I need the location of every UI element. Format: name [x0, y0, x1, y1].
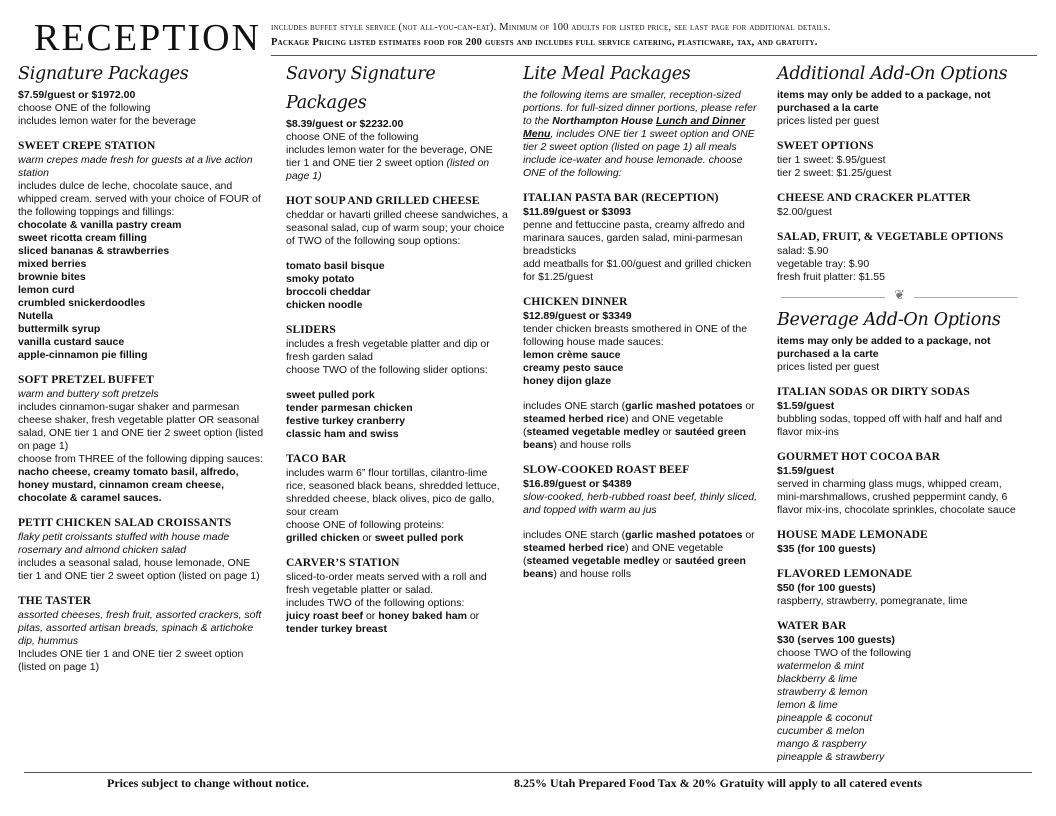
package-addon: add meatballs for $1.00/guest and grilled chicken for $1.25/guest [523, 258, 752, 283]
list-item: vanilla custard sauce [18, 336, 125, 348]
package-desc: penne and fettuccine pasta, creamy alfredo and marinara sauces, garden salad, mini-parmesan breadsticks [523, 219, 745, 257]
package-title: SWEET CREPE STATION [18, 140, 156, 152]
package-desc: warm and buttery soft pretzels [18, 388, 159, 400]
package-desc: includes a fresh vegetable platter and dip or fresh garden salad [286, 338, 490, 363]
package-includes [523, 529, 763, 581]
package-desc: includes warm 6” flour tortillas, cilantro-lime rice, seasoned black beans, shredded lettuce, shredded cheese, black olives, pico de gallo, sour cream [286, 467, 500, 518]
choose-text: choose ONE of following proteins: [286, 519, 445, 531]
addon-line: tier 1 sweet: $.95/guest [777, 154, 886, 166]
list-item: lemon curd [18, 284, 75, 296]
or-text: or [742, 400, 755, 412]
addon-line: tier 2 sweet: $1.25/guest [777, 167, 892, 179]
list-item: pineapple & strawberry [777, 751, 885, 763]
option: steamed vegetable medley [526, 426, 660, 438]
option: grilled chicken [286, 532, 360, 544]
flourish-icon: ❦ [894, 287, 905, 302]
column-savory-packages [286, 60, 508, 636]
or-text: or [362, 532, 372, 544]
addon-title: SWEET OPTIONS [777, 140, 874, 152]
addon-line: salad: $.90 [777, 245, 829, 257]
text: ) and house rolls [553, 439, 631, 451]
list-item: watermelon & mint [777, 660, 864, 672]
includes-note: (listed on page 1) [286, 157, 490, 182]
price: $12.89/guest or $3349 [523, 310, 632, 322]
price: $1.59/guest [777, 400, 835, 412]
price: $16.89/guest or $4389 [523, 478, 632, 490]
page-title: RECEPTION [34, 17, 261, 59]
package-details: includes cinnamon-sugar shaker and parmesan cheese shaker, fresh vegetable platter OR seasonal salad, ONE tier 1 and ONE tier 2 sweet option (listed on page 1) [18, 401, 264, 452]
list-item: sliced bananas & strawberries [18, 245, 170, 257]
choose-text: choose ONE of the following [18, 102, 151, 114]
package-desc: tender chicken breasts smothered in ONE of the following house made sauces: [523, 323, 748, 348]
addon-desc: served in charming glass mugs, whipped cream, mini-marshmallows, crushed peppermint candy, 6 flavor mix-ins, chocolate sprinkles, chocolate sauce [777, 478, 1016, 516]
option: sautéed green beans [523, 426, 746, 451]
column-add-ons [777, 60, 1022, 764]
choose-text: choose from THREE of the following dipping sauces: [18, 453, 263, 465]
choose-text: choose TWO of the following [777, 647, 912, 659]
list-item: chicken noodle [286, 299, 363, 311]
option: sautéed green beans [523, 555, 746, 580]
package-title: SLIDERS [286, 324, 336, 336]
intro-b: , includes ONE tier 1 sweet option and ONE tier 2 sweet option (listed on page 1) all meals include ice-water and house lemonade. choose ONE of the following: [523, 128, 755, 179]
list-item: sweet ricotta cream filling [18, 232, 147, 244]
addon-title: FLAVORED LEMONADE [777, 568, 913, 580]
text: includes ONE starch ( [523, 529, 626, 541]
list-item: broccoli cheddar [286, 286, 371, 298]
text: includes ONE starch ( [523, 400, 626, 412]
price: $30 (serves 100 guests) [777, 634, 895, 646]
list-item: brownie bites [18, 271, 86, 283]
section-heading-beverage: Beverage Add-On Options [777, 310, 1001, 330]
package-desc: sliced-to-order meats served with a roll and fresh vegetable platter or salad. [286, 571, 487, 596]
includes-text: includes TWO of the following options: [286, 597, 465, 609]
list-item: sweet pulled pork [286, 389, 375, 401]
section-heading-savory-b: Packages [286, 93, 367, 113]
addon-line: $2.00/guest [777, 206, 832, 218]
package-desc: cheddar or havarti grilled cheese sandwiches, a seasonal salad, cup of warm soup; your choice of TWO of the following soup options: [286, 209, 508, 247]
list-item: honey dijon glaze [523, 375, 612, 387]
menu-link[interactable]: Lunch and Dinner Menu [523, 115, 746, 140]
includes-main: includes lemon water for the beverage, ONE tier 1 and ONE tier 2 sweet option [286, 144, 493, 169]
price: $1.59/guest [777, 465, 835, 477]
list-item: strawberry & lemon [777, 686, 868, 698]
section-heading-lite: Lite Meal Packages [523, 64, 691, 84]
option: juicy roast beef [286, 610, 364, 622]
price: $8.39/guest or $2232.00 [286, 118, 404, 130]
section-heading-savory-a: Savory Signature [286, 64, 436, 84]
section-heading-addons: Additional Add-On Options [777, 64, 1008, 84]
addon-title: SALAD, FRUIT, & VEGETABLE OPTIONS [777, 231, 1004, 243]
package-title: ITALIAN PASTA BAR (RECEPTION) [523, 192, 719, 204]
package-title: SLOW-COOKED ROAST BEEF [523, 464, 690, 476]
package-desc: slow-cooked, herb-rubbed roast beef, thinly sliced, and topped with warm au jus [523, 491, 758, 516]
list-item: lemon crème sauce [523, 349, 621, 361]
package-desc: warm crepes made fresh for guests at a live action station [18, 154, 253, 179]
package-title: HOT SOUP AND GRILLED CHEESE [286, 195, 480, 207]
choose-text: choose ONE of the following [286, 131, 419, 143]
meat-options [286, 610, 508, 636]
list-item: tomato basil bisque [286, 260, 385, 272]
package-details: includes a seasonal salad, house lemonade, ONE tier 1 and ONE tier 2 sweet option (listed on page 1) [18, 557, 260, 582]
header-line-2: Package Pricing listed estimates food for 200 guests and includes full service catering, plasticware, tax, and gratuity. [271, 37, 818, 48]
price: $35 (for 100 guests) [777, 543, 876, 555]
or-text: or [469, 610, 480, 622]
list-item: crumbled snickerdoodles [18, 297, 146, 309]
intro-text [523, 89, 763, 180]
text: ) and ONE vegetable ( [523, 413, 724, 438]
protein-options [286, 532, 508, 545]
list-item: classic ham and swiss [286, 428, 399, 440]
package-title: TACO BAR [286, 453, 347, 465]
option: sweet pulled pork [374, 532, 464, 544]
option: garlic mashed potatoes [625, 400, 743, 412]
addon-title: ITALIAN SODAS OR DIRTY SODAS [777, 386, 970, 398]
list-item: festive turkey cranberry [286, 415, 406, 427]
text: ) and house rolls [553, 568, 631, 580]
addon-note: items may only be added to a package, not purchased a la carte [777, 335, 991, 360]
option: steamed vegetable medley [526, 555, 660, 567]
list-item: Nutella [18, 310, 54, 322]
includes-text: includes lemon water for the beverage [18, 115, 197, 127]
package-desc: flaky petit croissants stuffed with house made rosemary and almond chicken salad [18, 531, 230, 556]
or-text: or [365, 610, 376, 622]
list-item: pineapple & coconut [777, 712, 873, 724]
package-title: SOFT PRETZEL BUFFET [18, 374, 154, 386]
package-title: CHICKEN DINNER [523, 296, 628, 308]
addon-title: WATER BAR [777, 620, 847, 632]
addon-line: fresh fruit platter: $1.55 [777, 271, 885, 283]
choose-text: choose TWO of the following slider options: [286, 364, 488, 376]
list-item: blackberry & lime [777, 673, 858, 685]
sauce-list: nacho cheese, creamy tomato basil, alfredo, honey mustard, cinnamon cream cheese, chocolate & caramel sauces. [18, 466, 239, 504]
addon-desc: bubbling sodas, topped off with half and half and flavor mix-ins [777, 413, 1003, 438]
package-details: includes dulce de leche, chocolate sauce, and whipped cream. served with your choice of FOUR of the following toppings and fillings: [18, 180, 261, 218]
addon-prices-note: prices listed per guest [777, 361, 880, 373]
header-line-1: includes buffet style service (not all-you-can-eat). Minimum of 100 adults for listed price, see last page for additional details. [271, 22, 831, 33]
header-notes [271, 20, 1041, 50]
list-item: lemon & lime [777, 699, 838, 711]
list-item: creamy pesto sauce [523, 362, 624, 374]
addon-title: CHEESE AND CRACKER PLATTER [777, 192, 971, 204]
footer-divider [24, 772, 1032, 773]
package-title: PETIT CHICKEN SALAD CROISSANTS [18, 517, 232, 529]
intro-a: the following items are smaller, reception-sized portions. for full-sized dinner portions, please refer to the [523, 89, 757, 127]
or-text: or [659, 426, 675, 438]
package-desc: assorted cheeses, fresh fruit, assorted crackers, soft pitas, assorted artisan breads, spinach & artichoke dip, hummus [18, 609, 262, 647]
package-title: THE TASTER [18, 595, 92, 607]
price: $7.59/guest or $1972.00 [18, 89, 136, 101]
section-heading-signature: Signature Packages [18, 64, 189, 84]
list-item: mango & raspberry [777, 738, 867, 750]
addon-title: HOUSE MADE LEMONADE [777, 529, 928, 541]
option: honey baked ham [378, 610, 467, 622]
addon-line: vegetable tray: $.90 [777, 258, 870, 270]
addon-desc: raspberry, strawberry, pomegranate, lime [777, 595, 968, 607]
price: $50 (for 100 guests) [777, 582, 876, 594]
price: $11.89/guest or $3093 [523, 206, 631, 218]
footer-left: Prices subject to change without notice. [107, 776, 309, 790]
package-includes [523, 400, 763, 452]
option: tender turkey breast [286, 623, 387, 635]
divider-flourish [777, 288, 1022, 306]
intro-link-name: Northampton House [552, 115, 654, 127]
list-item: cucumber & melon [777, 725, 865, 737]
list-item: chocolate & vanilla pastry cream [18, 219, 182, 231]
option: steamed herbed rice [523, 413, 626, 425]
column-lite-meal [523, 60, 763, 581]
text: ) and ONE vegetable ( [523, 542, 724, 567]
package-choose [18, 453, 264, 505]
list-item: mixed berries [18, 258, 87, 270]
includes-text [286, 144, 508, 183]
addon-note: items may only be added to a package, not purchased a la carte [777, 89, 991, 114]
or-text: or [742, 529, 755, 541]
addon-prices-note: prices listed per guest [777, 115, 880, 127]
column-signature-packages [18, 60, 264, 674]
list-item: buttermilk syrup [18, 323, 101, 335]
package-details: Includes ONE tier 1 and ONE tier 2 sweet option (listed on page 1) [18, 648, 244, 673]
option: steamed herbed rice [523, 542, 626, 554]
list-item: apple-cinnamon pie filling [18, 349, 148, 361]
header-divider [271, 55, 1037, 56]
or-text: or [659, 555, 675, 567]
list-item: smoky potato [286, 273, 355, 285]
addon-title: GOURMET HOT COCOA BAR [777, 451, 941, 463]
package-title: CARVER’S STATION [286, 557, 400, 569]
option: garlic mashed potatoes [625, 529, 743, 541]
list-item: tender parmesan chicken [286, 402, 413, 414]
footer-right: 8.25% Utah Prepared Food Tax & 20% Gratuity will apply to all catered events [514, 776, 922, 790]
